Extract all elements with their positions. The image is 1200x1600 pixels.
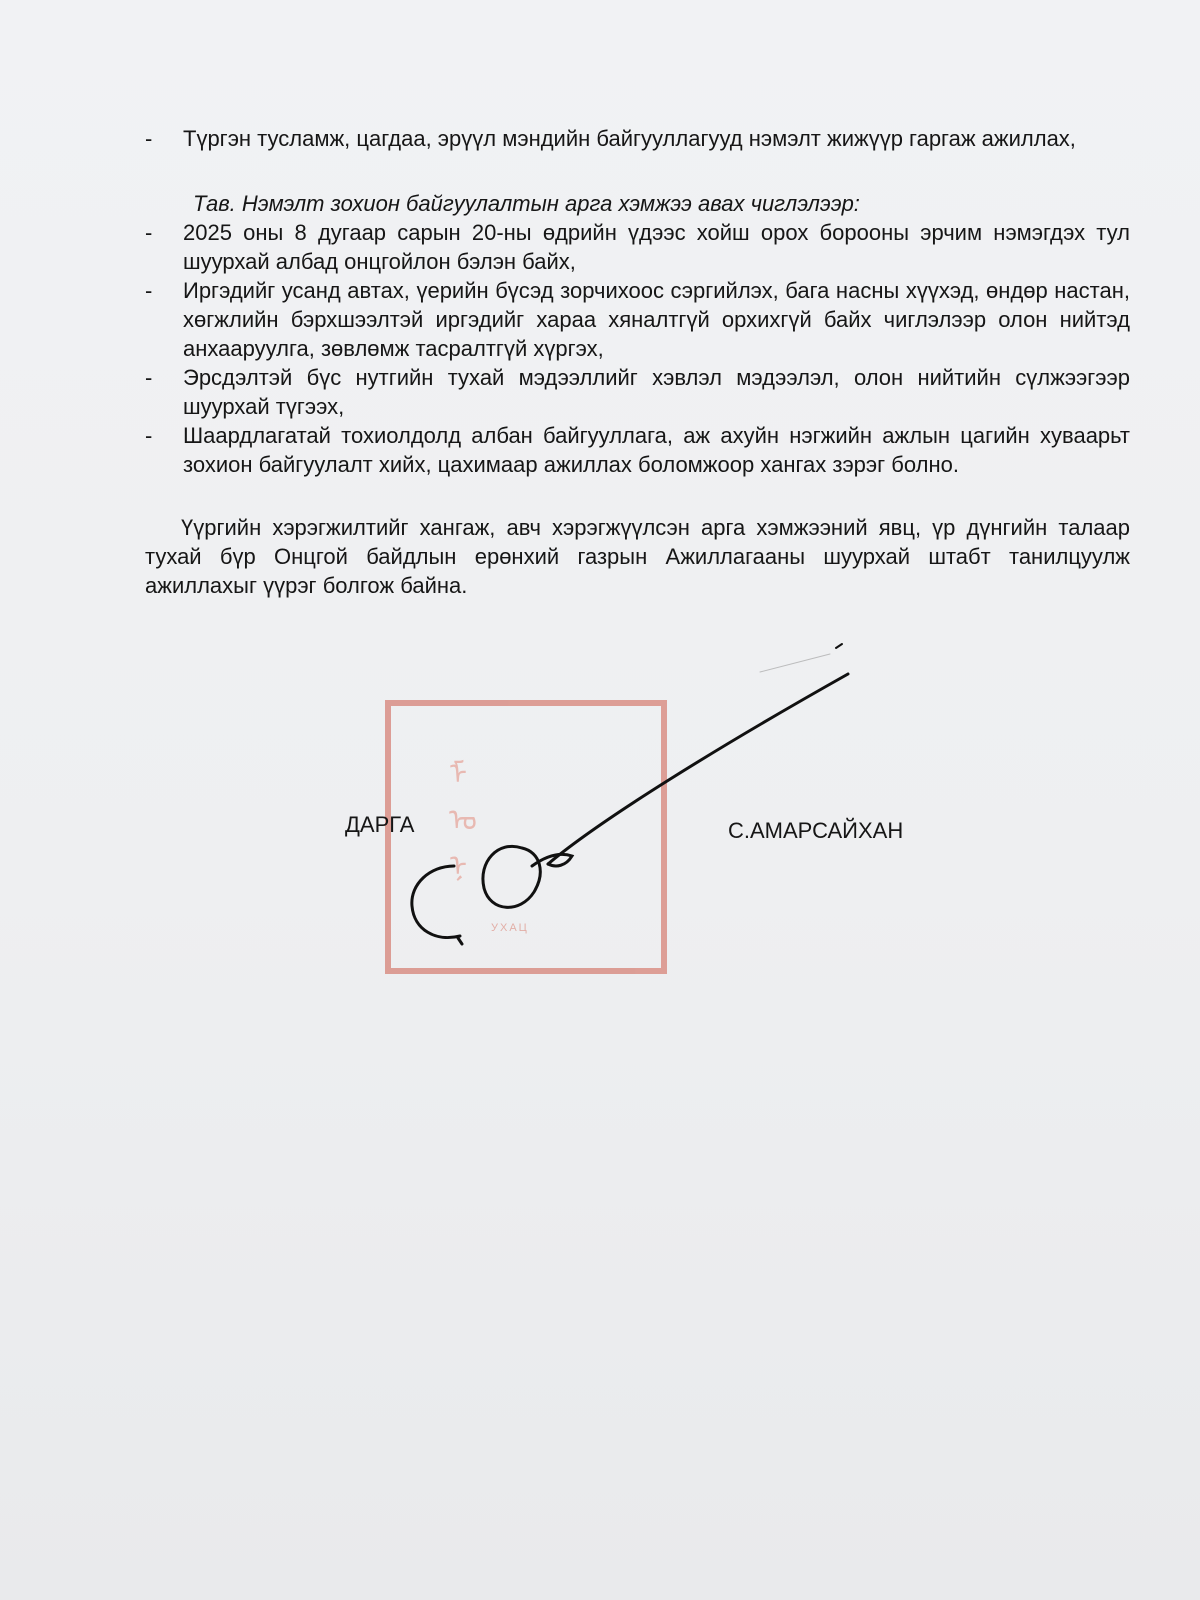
- bullet-marker: -: [145, 278, 153, 303]
- official-stamp: [385, 700, 667, 974]
- list-item: [145, 421, 1130, 479]
- stamp-glyph-icon: ᠣ: [449, 803, 477, 838]
- bullet-marker: -: [145, 365, 153, 390]
- stamp-glyph-icon: ᠮ: [449, 757, 468, 792]
- stamp-glyph-icon: ᠨ: [449, 849, 468, 884]
- document-body: [145, 124, 1130, 600]
- bullet-marker: -: [145, 126, 153, 151]
- bullet-text: 2025 оны 8 дугаар сарын 20-ны өдрийн үдээс хойш орох борооны эрчим нэмэгдэх тул шуурхай албад онцгойлон бэлэн байх,: [183, 220, 1130, 274]
- bullet-text: Түргэн тусламж, цагдаа, эрүүл мэндийн байгууллагууд нэмэлт жижүүр гаргаж ажиллах,: [183, 126, 1076, 151]
- stamp-text: УХАЦ: [491, 922, 529, 934]
- bullet-marker: -: [145, 423, 153, 448]
- signatory-name: С.АМАРСАЙХАН: [728, 818, 904, 843]
- list-item: [145, 363, 1130, 421]
- section-heading: Тав. Нэмэлт зохион байгуулалтын арга хэмжээ авах чиглэлээр:: [193, 191, 860, 216]
- bullet-marker: -: [145, 220, 153, 245]
- bullet-text: Шаардлагатай тохиолдолд албан байгууллага, аж ахуйн нэгжийн ажлын цагийн хуваарьт зохион байгуулалт хийх, цахимаар ажиллах боломжоор хангах зэрэг болно.: [183, 423, 1130, 477]
- bullet-text: Иргэдийг усанд автах, үерийн бүсэд зорчихоос сэргийлэх, бага насны хүүхэд, өндөр настан, хөгжлийн бэрхшээлтэй иргэдийг хараа хяналтгүй орхихгүй байх чиглэлээр олон нийтэд анхааруулга, зөвлөмж тасралтгүй хүргэх,: [183, 278, 1130, 361]
- list-item: [145, 218, 1130, 276]
- bullet-text: Эрсдэлтэй бүс нутгийн тухай мэдээллийг хэвлэл мэдээлэл, олон нийтийн сүлжээгээр шуурхай түгээх,: [183, 365, 1130, 419]
- signatory-title: ДАРГА: [345, 812, 415, 837]
- closing-paragraph: Үүргийн хэрэгжилтийг хангаж, авч хэрэгжүүлсэн арга хэмжээний явц, үр дүнгийн талаар тухай бүр Онцгой байдлын ерөнхий газрын Ажиллагааны шуурхай штабт танилцуулж ажиллахыг үүрэг болгож байна.: [145, 515, 1130, 598]
- list-item: [145, 124, 1130, 153]
- list-item: [145, 276, 1130, 363]
